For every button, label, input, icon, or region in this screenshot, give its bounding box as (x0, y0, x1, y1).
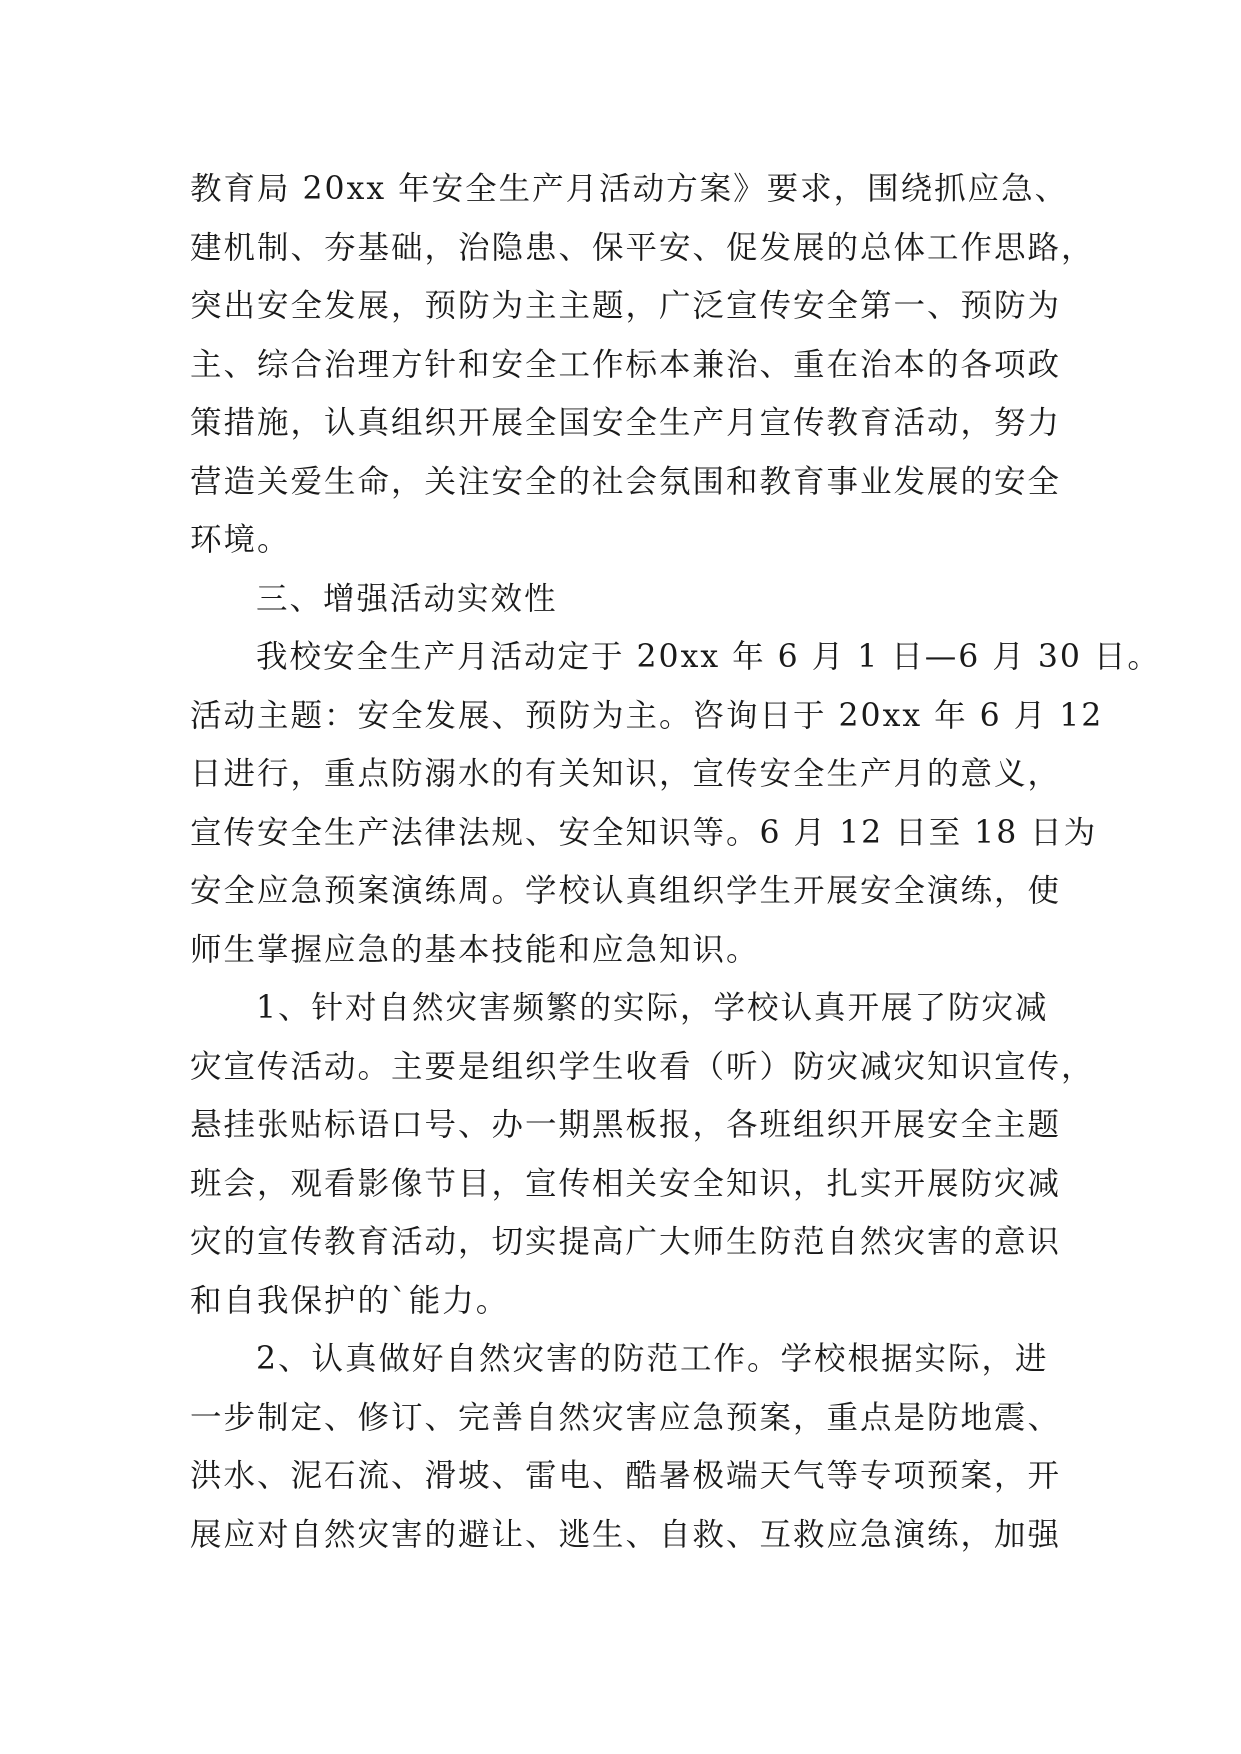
text-line: 日进行，重点防溺水的有关知识，宣传安全生产月的意义， (190, 756, 1062, 792)
paragraph-item-2 (190, 1330, 1070, 1564)
text-line: 一步制定、修订、完善自然灾害应急预案，重点是防地震、 (190, 1399, 1062, 1436)
text-line: 展应对自然灾害的避让、逃生、自救、互救应急演练，加强 (190, 1516, 1062, 1553)
text-line: 我校安全生产月活动定于 20xx 年 6 月 1 日—6 月 30 日。 (256, 639, 1161, 675)
text-line: 突出安全发展，预防为主主题，广泛宣传安全第一、预防为 (190, 288, 1062, 324)
text-line: 师生掌握应急的基本技能和应急知识。 (190, 931, 760, 968)
text-line: 洪水、泥石流、滑坡、雷电、酷暑极端天气等专项预案，开 (190, 1458, 1062, 1494)
text-line: 营造关爱生命，关注安全的社会氛围和教育事业发展的安全 (190, 463, 1062, 500)
paragraph-activity-schedule (190, 628, 1161, 979)
text-line: 班会，观看影像节目，宣传相关安全知识，扎实开展防灾减 (190, 1165, 1062, 1202)
text-line: 安全应急预案演练周。学校认真组织学生开展安全演练，使 (190, 873, 1062, 909)
text-line: 活动主题：安全发展、预防为主。咨询日于 20xx 年 6 月 12 (190, 697, 1104, 734)
text-line: 和自我保护的`能力。 (190, 1282, 510, 1319)
text-line: 主、综合治理方针和安全工作标本兼治、重在治本的各项政 (190, 346, 1062, 383)
text-line: 悬挂张贴标语口号、办一期黑板报，各班组织开展安全主题 (190, 1107, 1062, 1143)
section-heading-text: 三、增强活动实效性 (256, 580, 558, 617)
section-heading (190, 570, 1070, 629)
text-line: 策措施，认真组织开展全国安全生产月宣传教育活动，努力 (190, 405, 1062, 441)
paragraph-item-1 (190, 979, 1095, 1330)
text-line: 2、认真做好自然灾害的防范工作。学校根据实际，进 (256, 1341, 1049, 1377)
text-line: 宣传安全生产法律法规、安全知识等。6 月 12 日至 18 日为 (190, 814, 1098, 851)
text-line: 灾的宣传教育活动，切实提高广大师生防范自然灾害的意识 (190, 1224, 1062, 1260)
text-line: 灾宣传活动。主要是组织学生收看（听）防灾减灾知识宣传， (190, 1048, 1095, 1085)
text-line: 环境。 (190, 522, 291, 558)
text-line: 教育局 20xx 年安全生产月活动方案》要求，围绕抓应急、 (190, 171, 1069, 207)
document-body (190, 160, 1161, 1564)
paragraph-intro-continued (190, 160, 1095, 570)
text-line: 建机制、夯基础，治隐患、保平安、促发展的总体工作思路， (190, 229, 1095, 266)
text-line: 1、针对自然灾害频繁的实际，学校认真开展了防灾减 (256, 990, 1049, 1026)
